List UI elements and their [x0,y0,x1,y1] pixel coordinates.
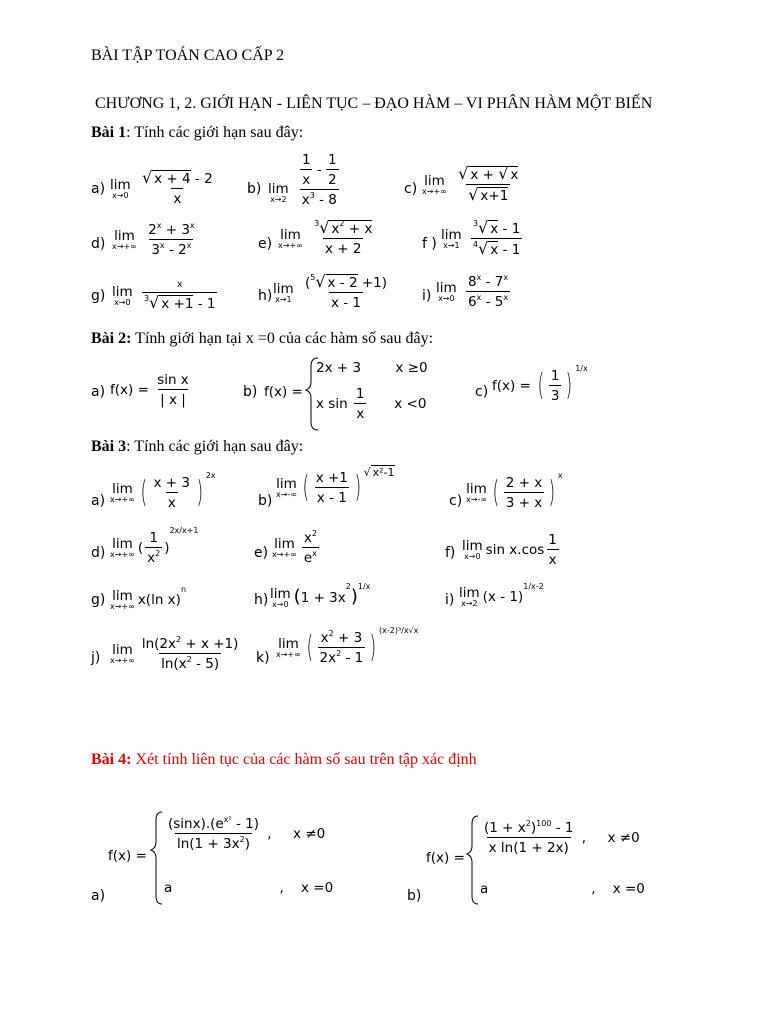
label-1a: a) [91,181,106,197]
formula-3j: lim x→+∞ $\frac{\ln(2x^2 + x +1)}{\ln(x^2 - 5)}$ [110,635,239,672]
exercise-4-heading: Bài 4: Xét tính liên tục của các hàm số sau trên tập xác định [91,751,477,768]
formula-4a-case1: $\frac{(\sin x).(e^{x^2} - 1)}{\ln(1 + 3x^2)}$ , x ≠0 [168,815,326,852]
label-2c: c) [475,384,489,400]
label-3b: b) [258,493,273,509]
formula-1g: lim x→0 $\frac{x}{^3√ x +1 - 1}$ [112,280,216,312]
chapter-heading: CHƯƠNG 1, 2. GIỚI HẠN - LIÊN TỤC – ĐẠO HÀM – VI PHÂN HÀM MỘT BIẾN [95,95,653,112]
formula-3i: lim x→2 (x - 1)$^{1/x-2}$ [459,582,544,608]
formula-1i: lim x→0 $\frac{8^x - 7^x}{6^x - 5^x}$ [436,273,509,310]
formula-1a: lim x→0 $\frac{√ x + 4 - 2}{x}$ [110,168,213,207]
formula-3k: lim x→+∞ ( $\frac{x^2 + 3}{2x^2 - 1}$ ) $^{(x-2)^3/x√x}$ [276,626,419,666]
label-3h: h) [254,592,269,608]
brace-4a [151,812,162,904]
label-3c: c) [449,493,463,509]
document-title: BÀI TẬP TOÁN CAO CẤP 2 [91,47,285,64]
formula-3c: lim x→-∞ ( $\frac{2 + x}{3 + x}$ ) $^x$ [466,471,563,511]
formula-3a: lim x→+∞ ( $\frac{x + 3}{x}$ ) $^{2x}$ [110,471,216,511]
exercise-1-heading: Bài 1: Tính các giới hạn sau đây: [91,124,304,141]
formula-1h: lim x→1 $\frac{(^5√ x - 2 +1)}{x - 1}$ [273,272,388,311]
label-3i: i) [445,592,455,608]
label-3k: k) [256,650,270,666]
label-2a: a) [91,384,106,400]
label-1h: h) [258,288,273,304]
label-1d: d) [91,236,106,252]
label-3j: j) [91,650,101,666]
formula-1f: lim x→1 $\frac{^3√ x - 1}{^4√ x - 1}$ [441,218,521,258]
label-3e: e) [254,545,269,561]
exercise-2-heading: Bài 2: Tính giới hạn tại x =0 của các hàm số sau đây: [91,330,434,347]
brace-2b [306,358,318,430]
formula-4a-case2: a , x =0 [164,880,334,896]
formula-2b-case2: x sin $\frac{1}{x}$ x <0 [316,386,427,422]
formula-1c: lim x→+∞ $\frac{√ x + √ x}{√ x+1}$ [422,164,519,204]
formula-4a-lhs: f(x) = [108,848,147,864]
label-1g: g) [91,288,106,304]
formula-1d: lim x→+∞ $\frac{2^x + 3^x}{3^x - 2^x}$ [112,221,195,258]
label-3a: a) [91,493,106,509]
label-3d: d) [91,545,106,561]
formula-3e: lim x→+∞ $\frac{x^2}{e^x}$ [272,529,317,566]
formula-4b-case2: a , x =0 [480,881,645,897]
label-1i: i) [422,288,432,304]
formula-3b: lim x→-∞ ( $\frac{x +1}{x - 1}$ ) $^{√ x^2-1}$ [276,466,395,506]
formula-2b-case1: 2x + 3 x ≥0 [316,360,428,376]
label-3g: g) [91,592,106,608]
formula-1b: lim x→2 $\frac{1}{x}$ - $\frac{1}{2}$ $x^3 - 8$ [268,152,337,208]
label-1b: b) [247,181,262,197]
formula-2a: f(x) = $\frac{\text{sin x}}{| x |}$ [110,372,189,408]
label-1c: c) [404,181,418,197]
formula-3f: lim x→0 sin x.cos $\frac{1}{x}$ [462,532,557,568]
label-1f: f ) [422,236,437,252]
formula-3g: lim x→+∞ x(ln x)$^n$ [110,585,187,611]
exercise-3-heading: Bài 3: Tính các giới hạn sau đây: [91,438,304,455]
label-4b: b) [407,888,422,904]
formula-4b-lhs: f(x) = [426,850,465,866]
label-2b: b) [243,384,258,400]
formula-3d: lim x→+∞ ( $\frac{1}{x^2}$ )$^{2x/x+1}$ [110,526,199,566]
formula-3h: lim x→0 $(1 + 3x^2)^{1/x}$ [270,582,371,609]
brace-4b [467,816,478,904]
formula-2b-lhs: f(x) = [264,384,303,400]
label-1e: e) [258,236,273,252]
formula-2c: f(x) = ( $\frac{1}{3}$ ) $^{1/x}$ [492,364,588,404]
label-4a: a) [91,888,106,904]
formula-1e: lim x→+∞ $\frac{^3√ x^2 + x}{x + 2}$ [278,218,373,257]
label-3f: f) [445,545,456,561]
formula-4b-case1: $\frac{(1 + x^2)^{100} - 1}{\text{x ln(1 + 2x)}}$ , x ≠0 [484,819,640,856]
